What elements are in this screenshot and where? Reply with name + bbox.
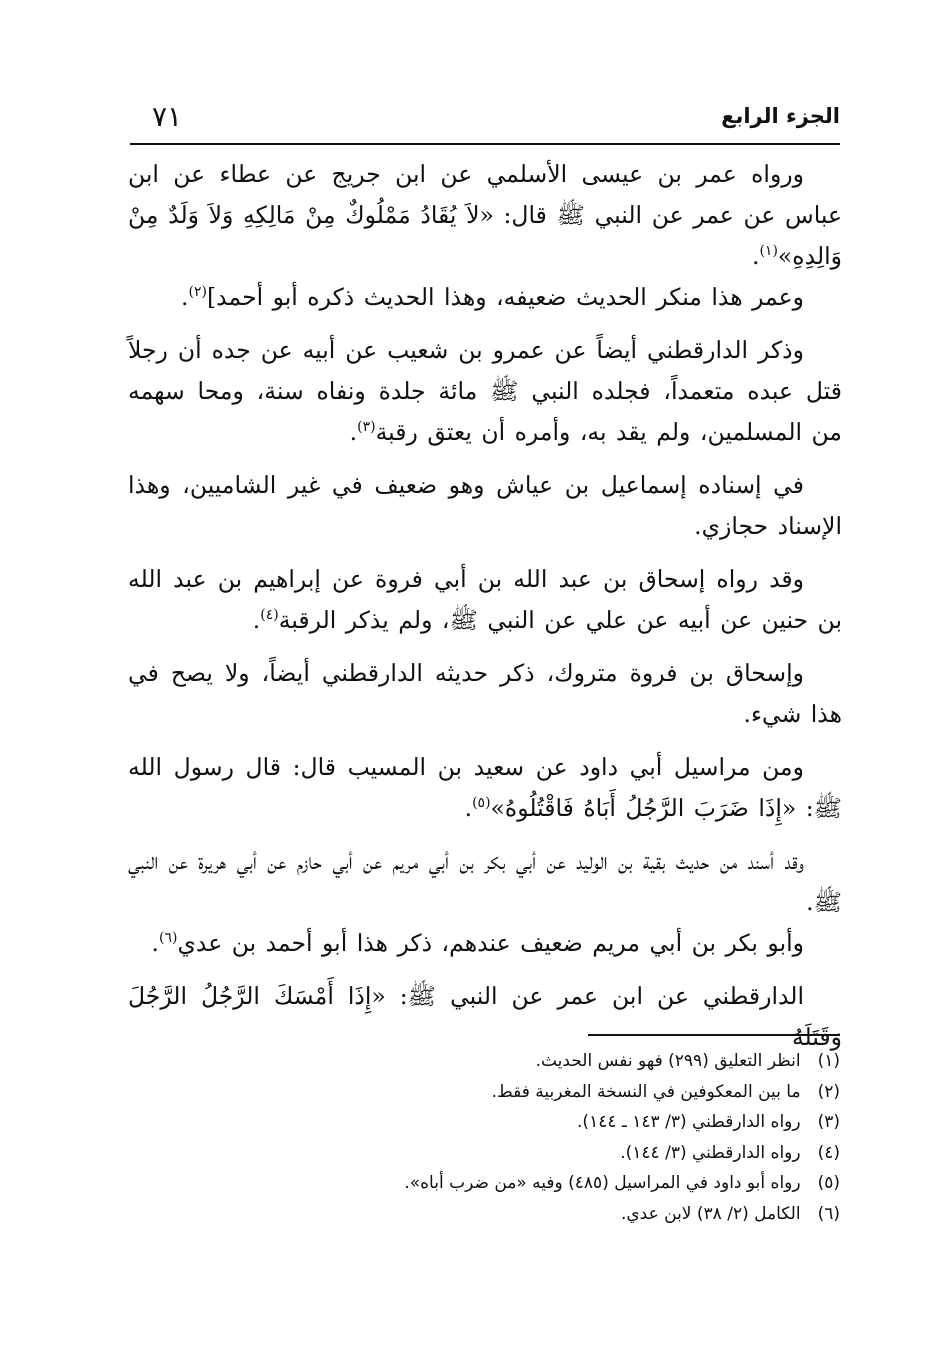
footnote <box>130 1168 840 1199</box>
footnote-number: (٤) <box>817 1142 840 1163</box>
paragraph: وقد رواه إسحاق بن عبد الله بن أبي فروة عن إبراهيم بن عبد الله بن حنين عن أبيه عن علي عن النبي ﷺ، ولم يذكر الرقبة$^{(٤)}$. <box>128 565 842 634</box>
header-divider <box>130 143 840 145</box>
footnote <box>130 1138 840 1169</box>
paragraph: وقد أسند من حديث بقية بن الوليد عن أبي بكر بن أبي مريم عن أبي حازم عن أبي هريرة عن النبي ﷺ. <box>128 847 842 916</box>
footnote-number: (٣) <box>817 1112 840 1132</box>
footnote-text: ما بين المعكوفين في النسخة المغربية فقط. <box>491 1081 801 1102</box>
paragraph: وإسحاق بن فروة متروك، ذكر حديثه الدارقطني أيضاً، ولا يصح في هذا شيء. <box>128 659 842 728</box>
running-title: الجزء الرابع <box>721 104 840 128</box>
footnote-text: رواه الدارقطني (٣/ ١٤٤). <box>620 1142 801 1163</box>
footnote-ref: (١) <box>759 243 778 260</box>
footnote <box>130 1199 840 1230</box>
footnote-ref: (٢) <box>188 284 207 301</box>
paragraph: وعمر هذا منكر الحديث ضعيفه، وهذا الحديث ذكره أبو أحمد]$^{(٢)}$. <box>181 283 804 311</box>
footnote-ref: (٤) <box>260 607 279 624</box>
footnote-number: (٢) <box>817 1081 840 1102</box>
footnote-text: الكامل (٢/ ٣٨) لابن عدي. <box>620 1203 801 1224</box>
footnote-number: (١) <box>817 1051 840 1071</box>
paragraph: وأبو بكر بن أبي مريم ضعيف عندهم، ذكر هذا أبو أحمد بن عدي$^{(٦)}$. <box>151 929 804 957</box>
footnote-number: (٥) <box>817 1173 840 1193</box>
footnote-ref: (٣) <box>357 419 376 436</box>
footnote-number: (٦) <box>817 1203 840 1224</box>
paragraph: الدارقطني عن ابن عمر عن النبي ﷺ: «إِذَا أَمْسَكَ الرَّجُلُ الرَّجُلَ وَقَتَلَهُ <box>128 982 842 1051</box>
footnotes <box>130 1046 840 1229</box>
footnote-text: انظر التعليق (٢٩٩) فهو نفس الحديث. <box>535 1051 801 1071</box>
footnote <box>130 1046 840 1077</box>
footnote-divider <box>588 1034 840 1036</box>
footnote-text: رواه الدارقطني (٣/ ١٤٣ ـ ١٤٤). <box>577 1112 801 1132</box>
footnote <box>130 1107 840 1138</box>
footnote-ref: (٥) <box>472 795 491 812</box>
footnote-text: رواه أبو داود في المراسيل (٤٨٥) وفيه «من ضرب أباه». <box>404 1173 801 1193</box>
paragraph: في إسناده إسماعيل بن عياش وهو ضعيف في غير الشاميين، وهذا الإسناد حجازي. <box>128 471 842 540</box>
paragraph: ورواه عمر بن عيسى الأسلمي عن ابن جريج عن عطاء عن ابن عباس عن عمر عن النبي ﷺ قال: «لاَ يُقَادُ مَمْلُوكٌ مِنْ مَالِكِهِ وَلاَ وَلَدٌ مِنْ وَالِدِهِ»$^{(١)}$. <box>128 160 842 270</box>
paragraph: ومن مراسيل أبي داود عن سعيد بن المسيب قال: قال رسول الله ﷺ: «إِذَا ضَرَبَ الرَّجُلُ أَبَاهُ فَاقْتُلُوهُ»$^{(٥)}$. <box>128 753 842 822</box>
footnote <box>130 1077 840 1108</box>
footnote-ref: (٦) <box>159 930 178 947</box>
page-number: ٧١ <box>152 100 183 133</box>
main-text <box>128 154 842 1070</box>
page-header <box>130 100 840 140</box>
paragraph: وذكر الدارقطني أيضاً عن عمرو بن شعيب عن أبيه عن جده أن رجلاً قتل عبده متعمداً، فجلده النبي ﷺ مائة جلدة ونفاه سنة، ومحا سهمه من المسلمين، ولم يقد به، وأمره أن يعتق رقبة$^{(٣)}$. <box>128 336 842 446</box>
